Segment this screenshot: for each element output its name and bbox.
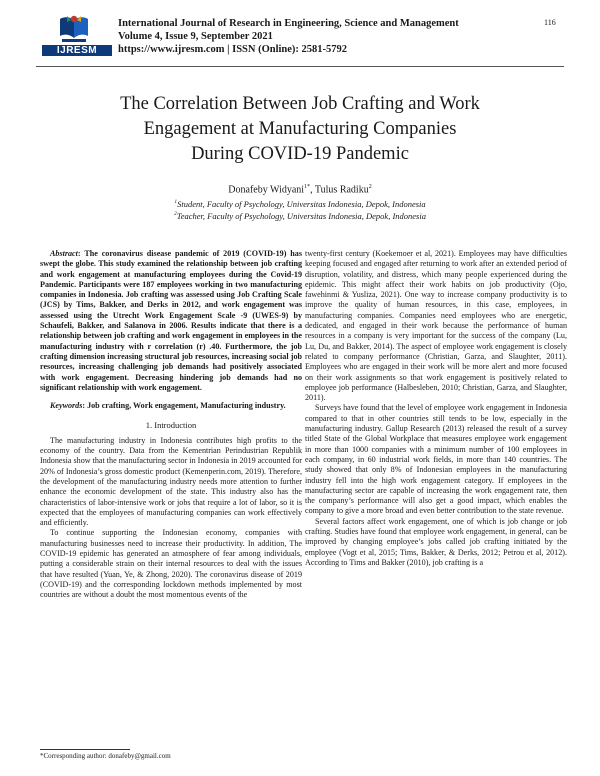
affiliation (50, 211, 550, 221)
left-column (40, 249, 302, 601)
footnote: *Corresponding author: donafeby@gmail.com (40, 752, 171, 760)
abstract-text: : The coronavirus disease pandemic of 2019 (COVID-19) has swept the globe. This study examined the relationship between job crafting and work engagement at manufacturing employees during the Covid-19 Pandemic. Participants were 187 employees working in two manufacturing companies in Indonesia. Job crafting was assessed using Job Crafting Scale (JCS) by Tims, Bakker, and Derks in 2012, and work engagement was assessed using the Utrecht Work Engagement Scale -9 (UWES-9) by Schaufeli, Bakker, and Salanova in 2006. Results indicate that there is a relationship between job crafting and work engagement in employees in the manufacturing industry with r correlation (r) .40. Furthermore, the job crafting dimension increasing structural job resources, increasing social job resources, increasing challenging job demands had positively associated with work engagement. Decreasing hindering job demands had no significant relationship with work engagement. (40, 249, 302, 392)
paper-title (50, 92, 550, 167)
paragraph: twenty-first century (Koekemoer et al, 2021). Employees may have difficulties keeping focused and engaged after returning to work after an extended period of disruption, volatility, and distress, which many people experienced during the epidemic. This might affect their work habits on job productivity (Ojo, fawehinmi & Yusliza, 2021). One way to increase company productivity is to improve the quality of human resources, in this case, employees, in manufacturing companies. Companies need employees who are energetic, dedicated, and engaged in their work because the performance of human resources in a company is very important for the success of the company (Lu, Lu, Du, and Bakker, 2014). The aspect of employee work engagement is closely related to company performance (Christian, Garza, and Slaughter, 2011). Employees who are engaged in their work will be more alert and more focused on their work assignments so that work engagement is positively related to employee job performance (Halbesleben, 2010; Christian, Garza, and Slaughter, 2011). (305, 249, 567, 403)
title-line: The Correlation Between Job Crafting and Work (120, 94, 480, 114)
logo-text: IJRESM (42, 45, 112, 56)
url-issn[interactable]: https://www.ijresm.com | ISSN (Online): 2581-5792 (118, 44, 348, 55)
affiliation-text: Teacher, Faculty of Psychology, Universitas Indonesia, Depok, Indonesia (176, 211, 426, 221)
paragraph: The manufacturing industry in Indonesia contributes high profits to the economy of the country. Data from the Kementrian Perindustrian Republik Indonesia show that the manufacturing sector in Indonesia in 2019 accounted for 20% of Indonesia’s gross domestic product (Kemenperin.com, 2019). Therefore, the development of the manufacturing industry needs more attention to further enhance the economic development of the state. This industry also has the characteristics of labor-intensive work or jobs that require a lot of labor, so it is expected that the employees of manufacturing companies can work effectively and efficiently. (40, 435, 302, 528)
journal-header (118, 17, 518, 56)
author-separator: , (310, 184, 315, 196)
author-name: Tulus Radiku (314, 184, 369, 196)
paragraph: Several factors affect work engagement, one of which is job change or job crafting. Studies have found that employee work engagement, in general, can be improved by changing employee’s jobs called job crafting initiated by the employee (Vogt et al, 2015; Tims, Bakker, & Derks, 2012; Petrou et al, 2012). According to Tims and Bakker (2010), job crafting is a (305, 516, 567, 567)
paragraph: Surveys have found that the level of employee work engagement in Indonesia compared to that in other countries still tends to be low, especially in the manufacturing industry. Gallup Research (2013) released the result of a survey titled State of the Global Workplace that measures employee work engagement in more than 1000 companies with a minimum number of 100 employees in each company, in 60 industrial work fields, in more than 140 countries. The study showed that only 8% of Indonesian employees in the manufacturing industry fell into the high work engagement category. If employees in the manufacturing sector are capable of increasing the work engagement rate, then the company’s performance will also get a good impact, which enables the company to give a more broad and even better contribution to the state revenue. (305, 403, 567, 516)
header-rule (36, 66, 564, 67)
affiliation-sup: 1 (174, 199, 178, 206)
footnote-rule (40, 749, 130, 750)
journal-name: International Journal of Research in Engineering, Science and Management (118, 18, 459, 29)
journal-logo (36, 14, 116, 56)
open-book-icon (58, 14, 90, 44)
keywords (40, 401, 302, 411)
author-sup: 2 (368, 184, 372, 190)
right-column (305, 249, 567, 568)
abstract (40, 249, 302, 393)
page-number: 116 (544, 18, 556, 27)
volume-issue: Volume 4, Issue 9, September 2021 (118, 31, 273, 42)
affiliation-text: Student, Faculty of Psychology, Universitas Indonesia, Depok, Indonesia (177, 199, 426, 209)
keywords-label: Keywords (50, 401, 83, 411)
section-heading: 1. Introduction (145, 420, 197, 431)
affiliation-sup: 2 (174, 211, 177, 218)
author-sup: 1* (304, 184, 311, 190)
author-name: Donafeby Widyani (228, 184, 305, 196)
affiliation (50, 199, 550, 209)
title-line: During COVID-19 Pandemic (191, 144, 409, 164)
title-line: Engagement at Manufacturing Companies (143, 119, 457, 139)
keywords-text: : Job crafting, Work engagement, Manufacturing industry. (82, 401, 286, 411)
authors (50, 184, 550, 195)
abstract-label: Abstract (50, 249, 78, 258)
paragraph: To continue supporting the Indonesian economy, companies with manufacturing businesses need to increase their productivity. In addition, The COVID-19 epidemic has generated an atmosphere of fear among individuals, putting a considerable strain on their internal resources to deal with the issues that have resulted (Yuan, Ye, & Zhong, 2020). The coronavirus disease of 2019 (COVID-19) and the corresponding lockdown methods implemented by most countries are without a doubt the most momentous events of the (40, 528, 302, 600)
